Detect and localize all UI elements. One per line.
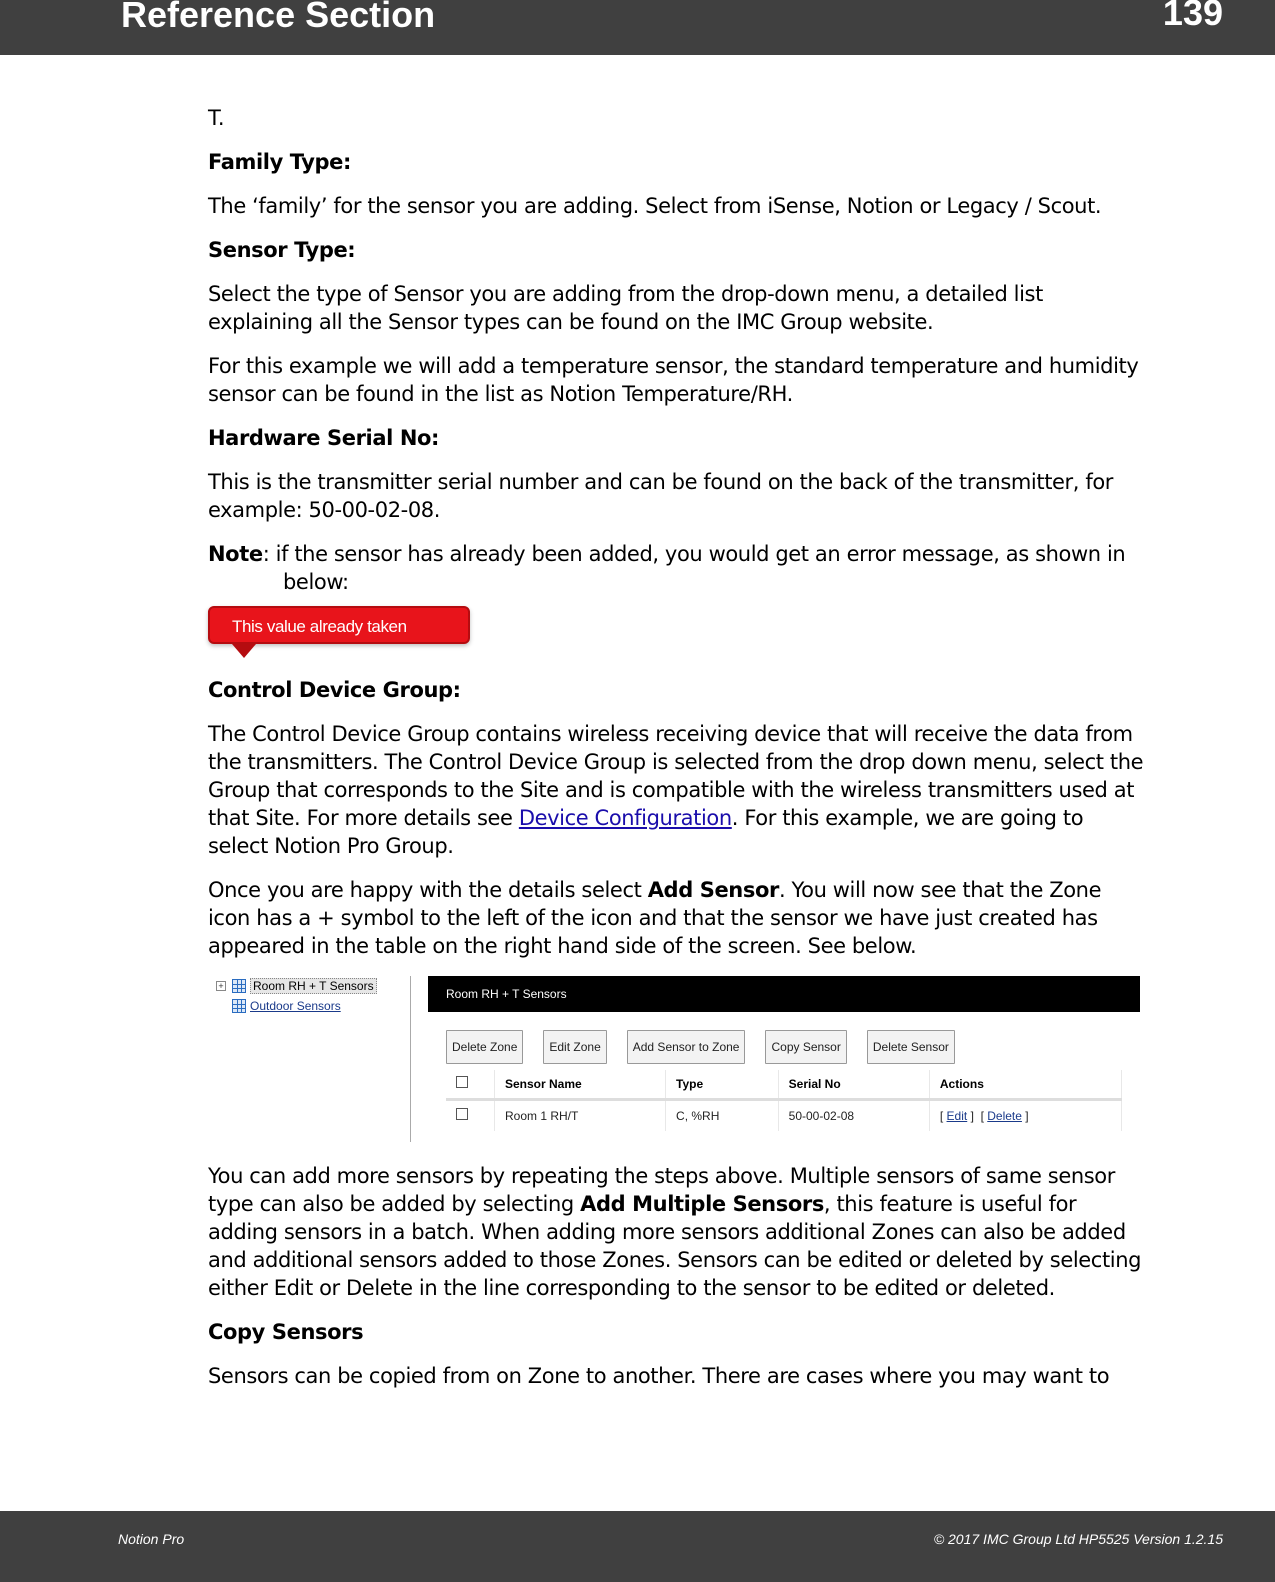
sensor-type-heading: Sensor Type: — [208, 238, 356, 262]
table-row — [446, 1100, 1122, 1132]
select-all-cell — [446, 1070, 495, 1100]
splitter — [410, 976, 411, 1142]
sensor-type-text-2: For this example we will add a temperature sensor, the standard temperature and humidity sensor can be found in the list as Notion Temperature/RH. — [208, 354, 1139, 406]
type-cell: C, %RH — [666, 1100, 779, 1132]
cdg-text-b: . For this example, we are going to select Notion Pro Group. — [208, 806, 1084, 858]
control-device-group-text — [208, 720, 1148, 860]
hardware-serial-heading: Hardware Serial No: — [208, 426, 440, 450]
paragraph-t: T. — [208, 106, 225, 130]
device-configuration-link[interactable]: Device Configuration — [518, 806, 732, 830]
sensor-table — [446, 1070, 1122, 1131]
column-header: Type — [666, 1070, 779, 1100]
error-tooltip — [208, 606, 476, 662]
add-sensor-paragraph — [208, 876, 1148, 960]
delete-sensor-button[interactable]: Delete Sensor — [867, 1030, 955, 1064]
edit-link[interactable]: Edit — [946, 1109, 968, 1123]
copy-sensors-heading: Copy Sensors — [208, 1320, 364, 1344]
family-type-text: The ‘family’ for the sensor you are adding. Select from iSense, Notion or Legacy / Scout. — [208, 194, 1102, 218]
add-sensor-bold: Add Sensor — [647, 878, 779, 902]
copy-sensor-button[interactable]: Copy Sensor — [765, 1030, 846, 1064]
delete-zone-button[interactable]: Delete Zone — [446, 1030, 523, 1064]
more-text-a: You can add more sensors by repeating the steps above. Multiple sensors of same sensor type can also be added by selecting — [208, 1164, 1115, 1216]
footer-product: Notion Pro — [118, 1531, 185, 1547]
control-device-group-heading: Control Device Group: — [208, 678, 461, 702]
column-header: Serial No — [778, 1070, 929, 1100]
note-label: Note — [208, 542, 263, 566]
footer-copyright: © 2017 IMC Group Ltd HP5525 Version 1.2.15 — [933, 1531, 1223, 1547]
tree-item-outdoor[interactable] — [214, 996, 414, 1016]
tree-item-room-rh-t[interactable] — [214, 976, 414, 996]
once-text-a: Once you are happy with the details select — [208, 878, 648, 902]
tree-item-label[interactable]: Outdoor Sensors — [250, 999, 341, 1013]
column-header: Actions — [929, 1070, 1121, 1100]
page-header — [0, 0, 1275, 55]
tooltip-arrow — [232, 644, 256, 658]
note-text: : if the sensor has already been added, you would get an error message, as shown in below: — [262, 542, 1126, 594]
add-more-paragraph — [208, 1162, 1148, 1302]
tree-item-label[interactable]: Room RH + T Sensors — [250, 978, 377, 994]
panel-title: Room RH + T Sensors — [428, 976, 1140, 1012]
serial-cell: 50-00-02-08 — [778, 1100, 929, 1132]
error-message: This value already taken — [208, 606, 470, 644]
note-paragraph — [208, 540, 1148, 596]
row-select-cell — [446, 1100, 495, 1132]
page-footer — [0, 1511, 1275, 1582]
page-number: 139 — [1162, 0, 1223, 33]
column-header: Sensor Name — [495, 1070, 666, 1100]
table-header-row — [446, 1070, 1122, 1100]
delete-link[interactable]: Delete — [987, 1109, 1022, 1123]
add-multiple-sensors-bold: Add Multiple Sensors — [580, 1192, 824, 1216]
hardware-serial-text: This is the transmitter serial number and can be found on the back of the transmitter, for example: 50-00-02-08. — [208, 470, 1114, 522]
edit-zone-button[interactable]: Edit Zone — [543, 1030, 606, 1064]
zone-sensors-screenshot — [208, 976, 1140, 1142]
document-body — [208, 104, 1148, 1406]
section-title: Reference Section — [121, 0, 436, 35]
once-text-b: . You will now see that the Zone icon has a + symbol to the left of the icon and that the sensor we have just created has appeared in the table on the right hand side of the screen. See below. — [208, 878, 1102, 958]
expand-icon[interactable]: + — [216, 981, 226, 991]
copy-sensors-text: Sensors can be copied from on Zone to another. There are cases where you may want to — [208, 1364, 1110, 1388]
sensor-type-text-1: Select the type of Sensor you are adding from the drop-down menu, a detailed list explaining all the Sensor types can be found on the IMC Group website. — [208, 282, 1043, 334]
cdg-text-a: The Control Device Group contains wireless receiving device that will receive the data from the transmitters. The Control Device Group is selected from the drop down menu, select the Group that corresponds to the Site and is compatible with the wireless transmitters used at that Site. For more details see — [208, 722, 1144, 830]
zone-tree — [214, 976, 414, 1016]
family-type-heading: Family Type: — [208, 150, 351, 174]
select-all-checkbox[interactable] — [456, 1076, 468, 1088]
zone-toolbar — [446, 1030, 975, 1064]
actions-cell: [ Edit ] [ Delete ] — [929, 1100, 1121, 1132]
zone-grid-icon — [232, 979, 246, 993]
more-text-b: , this feature is useful for adding sensors in a batch. When adding more sensors additional Zones can also be added and additional sensors added to those Zones. Sensors can be edited or deleted by selecting either Edit or Delete in the line corresponding to the sensor to be edited or deleted. — [208, 1192, 1142, 1300]
add-sensor-to-zone-button[interactable]: Add Sensor to Zone — [627, 1030, 746, 1064]
row-checkbox[interactable] — [456, 1108, 468, 1120]
zone-panel — [428, 976, 1140, 1142]
sensor-name-cell: Room 1 RH/T — [495, 1100, 666, 1132]
zone-grid-icon — [232, 999, 246, 1013]
